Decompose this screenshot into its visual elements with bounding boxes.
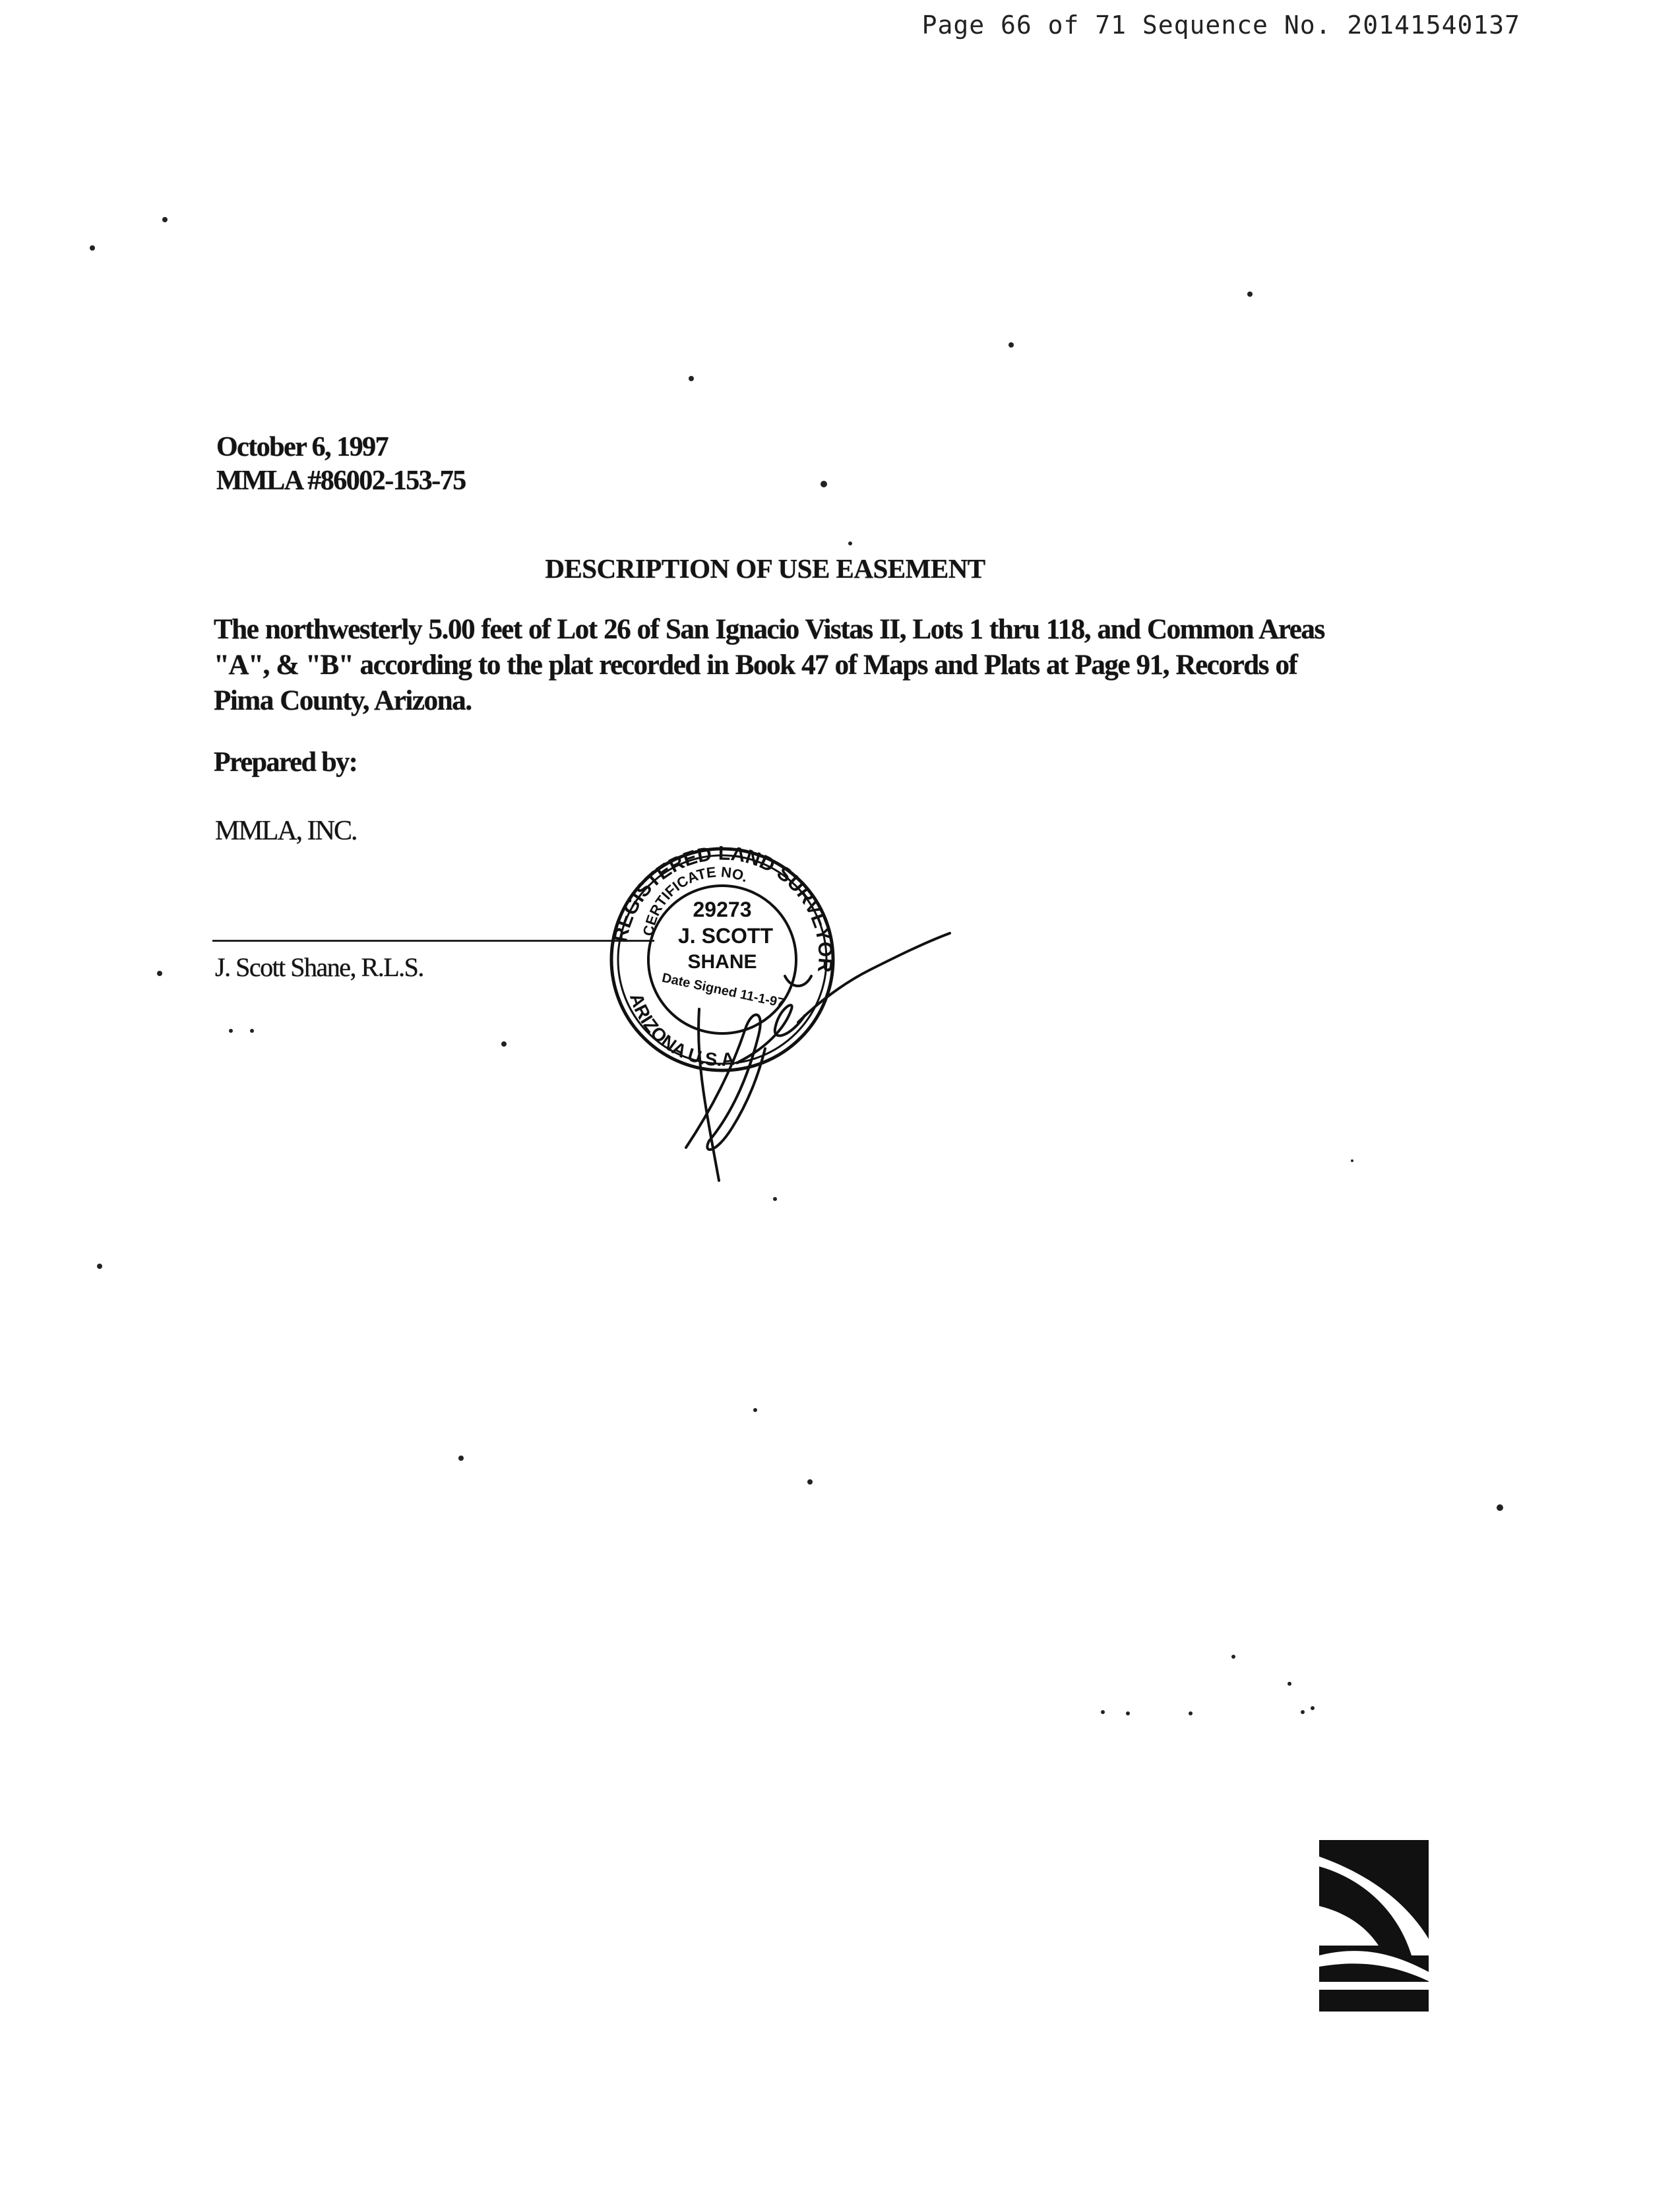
document-date: October 6, 1997: [216, 432, 388, 462]
seal-certificate-number: 29273: [693, 898, 752, 921]
document-title: DESCRIPTION OF USE EASEMENT: [545, 553, 985, 584]
document-reference: MMLA #86002-153-75: [216, 466, 466, 496]
signer-name: J. Scott Shane, R.L.S.: [215, 952, 423, 982]
easement-description: The northwesterly 5.00 feet of Lot 26 of San Ignacio Vistas II, Lots 1 thru 118, and Common Areas "A", & "B" according to the plat recorded in Book 47 of Maps and Plats at Page 91, Records of Pima County, Arizona.: [214, 614, 1324, 716]
seal-name-first: J. SCOTT: [677, 924, 774, 948]
seal-date-signed: Date Signed 11-1-97: [660, 970, 786, 1011]
company-name: MMLA, INC.: [215, 816, 357, 846]
seal-state-text: ARIZONA U.S.A.: [625, 991, 741, 1070]
prepared-by-label: Prepared by:: [214, 747, 357, 778]
page-sequence-header: Page 66 of 71 Sequence No. 20141540137: [921, 11, 1520, 40]
seal-inner-text: CERTIFICATE NO.: [639, 863, 751, 937]
seal-name-last: SHANE: [687, 951, 757, 973]
seal-outer-text: REGISTERED LAND SURVEYOR: [609, 842, 836, 973]
